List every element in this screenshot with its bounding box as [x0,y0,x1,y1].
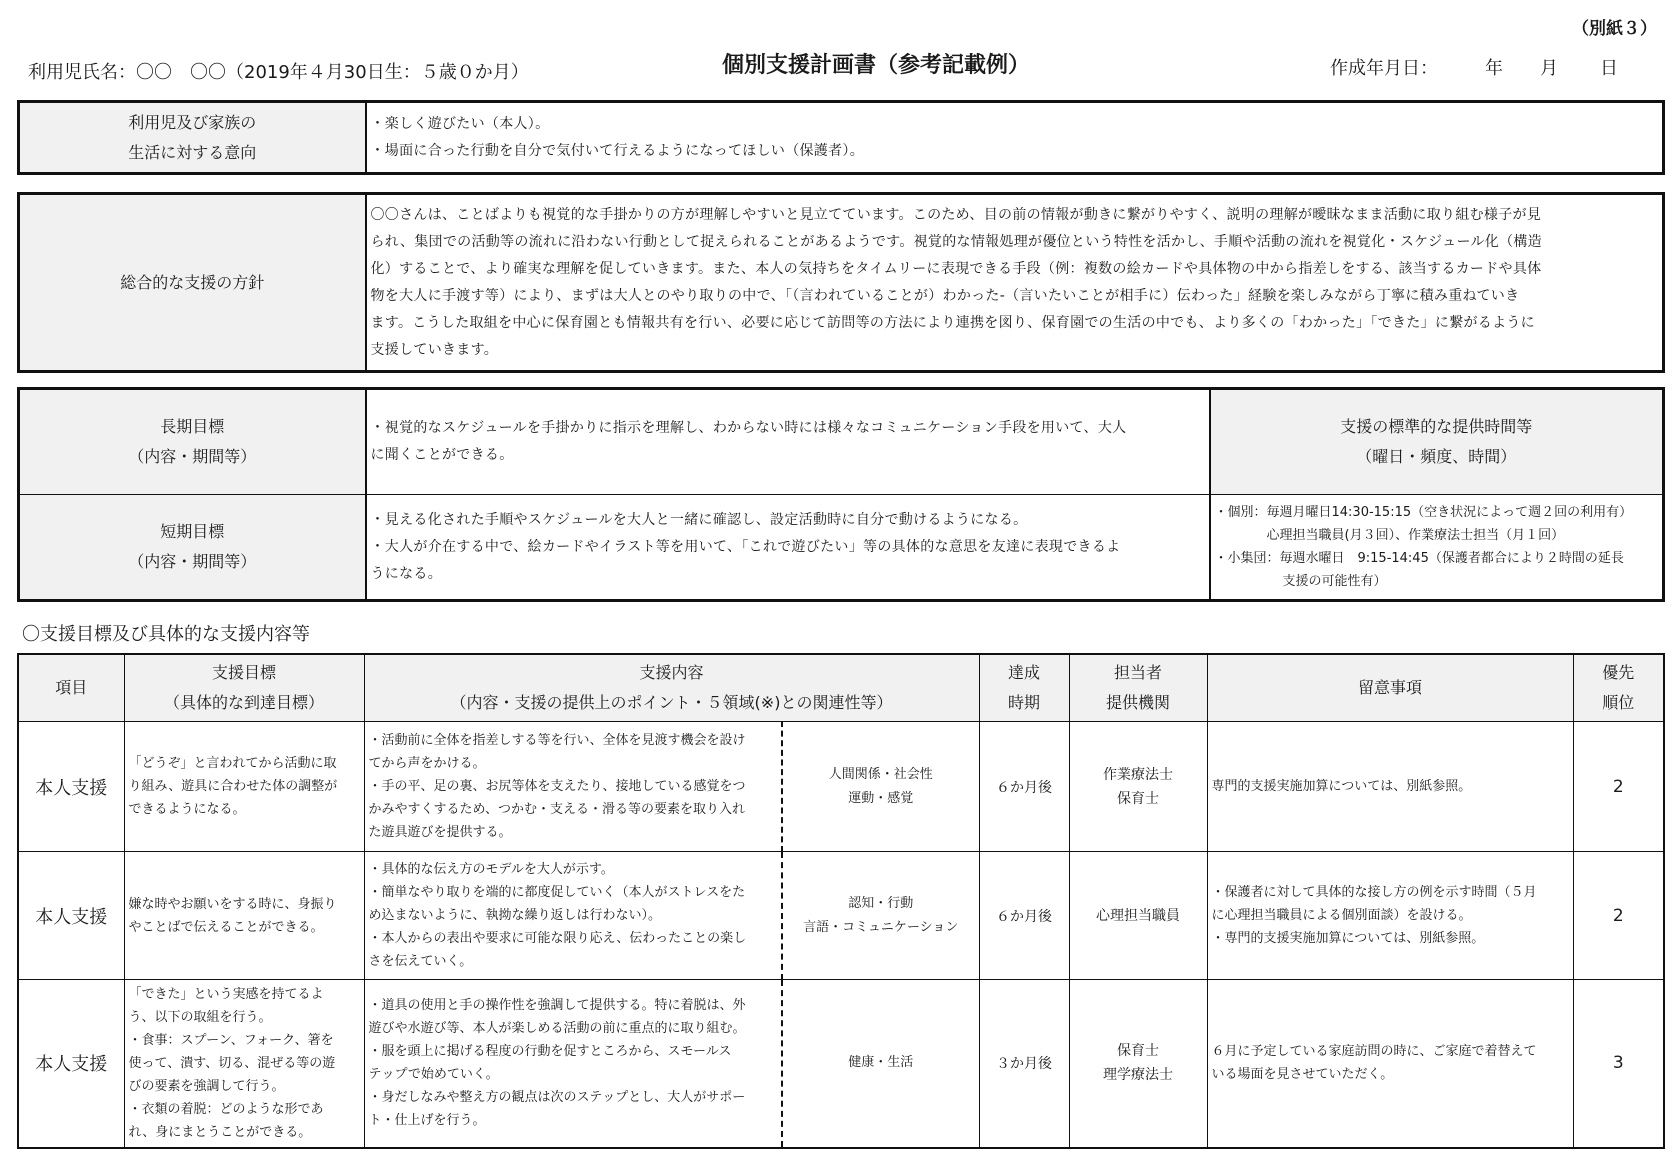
priority-cell: 2 [1573,722,1664,852]
table-header-row [18,654,1664,722]
category-cell: 本人支援 [18,722,124,852]
child-name: 利用児氏名：〇〇 〇〇（2019年４月30日生：５歳０か月） [28,62,529,83]
short-term-goal-label: 短期目標 （内容・期間等） [19,495,366,601]
intent-table [17,100,1665,175]
year-unit: 年 [1485,58,1503,79]
month-unit: 月 [1540,58,1558,79]
priority-cell: 2 [1573,852,1664,980]
goal-cell: 「どうぞ」と言われてから活動に取 り組み、遊具に合わせた体の調整が できるようになる。 [124,722,364,852]
long-term-goal-text: ・視覚的なスケジュールを手掛かりに指示を理解し、わからない時には様々なコミュニケーション手段を用いて、大人 に聞くことができる。 [366,389,1210,495]
policy-label: 総合的な支援の方針 [19,194,366,372]
domain-cell: 認知・行動 言語・コミュニケーション [782,852,979,980]
domain-cell: 健康・生活 [782,980,979,1148]
policy-table [17,192,1665,373]
period-cell: ３か月後 [979,980,1069,1148]
header-content: 支援内容 （内容・支援の提供上のポイント・５領域(※)との関連性等） [364,654,979,722]
notes-cell: 専門的支援実施加算については、別紙参照。 [1207,722,1573,852]
period-cell: ６か月後 [979,852,1069,980]
goal-cell: 嫌な時やお願いをする時に、身振り やことばで伝えることができる。 [124,852,364,980]
long-term-goal-label: 長期目標 （内容・期間等） [19,389,366,495]
header-priority: 優先 順位 [1573,654,1664,722]
header-period: 達成 時期 [979,654,1069,722]
created-date-label: 作成年月日： [1330,58,1438,79]
priority-cell: 3 [1573,980,1664,1148]
notes-cell: ６月に予定している家庭訪問の時に、ご家庭で着替えて いる場面を見させていただく。 [1207,980,1573,1148]
content-cell: ・具体的な伝え方のモデルを大人が示す。 ・簡単なやり取りを端的に都度促していく（本人がストレスをた め込まないように、執拗な繰り返しは行わない）。 ・本人からの表出や要求に可能な限り応え、伝わったことの楽し さを伝えていく。 [364,852,782,980]
header-staff: 担当者 提供機関 [1069,654,1207,722]
staff-cell: 心理担当職員 [1069,852,1207,980]
header-item: 項目 [18,654,124,722]
document-title: 個別支援計画書（参考記載例） [722,53,1031,78]
content-cell: ・活動前に全体を指差しする等を行い、全体を見渡す機会を設け てから声をかける。 ・手の平、足の裏、お尻等体を支えたり、接地している感覚をつ かみやすくするため、つかむ・支える・滑る等の要素を取り入れ た遊具遊びを提供する。 [364,722,782,852]
table-row [18,722,1664,852]
category-cell: 本人支援 [18,852,124,980]
goals-table [17,387,1665,602]
goal-cell: 「できた」という実感を持てるよ う、以下の取組を行う。 ・食事：スプーン、フォーク、箸を 使って、潰す、切る、混ぜる等の遊 びの要素を強調して行う。 ・衣類の着脱：どのような形であ れ、身にまとうことができる。 [124,980,364,1148]
support-table [17,653,1665,1149]
provision-time-text: ・個別：毎週月曜日14:30-15:15（空き状況によって週２回の利用有） 心理担当職員(月３回）、作業療法士担当（月１回） ・小集団：毎週水曜日 9:15-14:45（保護者都合により２時間の延長 支援の可能性有） [1210,495,1664,601]
intent-text: ・楽しく遊びたい（本人）。 ・場面に合った行動を自分で気付いて行えるようになってほしい（保護者）。 [366,102,1664,174]
section-title: 〇支援目標及び具体的な支援内容等 [22,624,310,645]
notes-cell: ・保護者に対して具体的な接し方の例を示す時間（５月 に心理担当職員による個別面談）を設ける。 ・専門的支援実施加算については、別紙参照。 [1207,852,1573,980]
short-term-goal-text: ・見える化された手順やスケジュールを大人と一緒に確認し、設定活動時に自分で動けるようになる。 ・大人が介在する中で、絵カードやイラスト等を用いて、「これで遊びたい」等の具体的な意思を友達に表現できるよ うになる。 [366,495,1210,601]
table-row [18,852,1664,980]
staff-cell: 作業療法士 保育士 [1069,722,1207,852]
header-goal: 支援目標 （具体的な到達目標） [124,654,364,722]
category-cell: 本人支援 [18,980,124,1148]
day-unit: 日 [1600,58,1618,79]
domain-cell: 人間関係・社会性 運動・感覚 [782,722,979,852]
annex-label: （別紙３） [1572,19,1657,39]
intent-label: 利用児及び家族の 生活に対する意向 [19,102,366,174]
header-notes: 留意事項 [1207,654,1573,722]
table-row [18,980,1664,1148]
policy-text: 〇〇さんは、ことばよりも視覚的な手掛かりの方が理解しやすいと見立てています。このため、目の前の情報が動きに繋がりやすく、説明の理解が曖昧なまま活動に取り組む様子が見 られ、集団での活動等の流れに沿わない行動として捉えられることがあるようです。視覚的な情報処理が優位という特性を活かし、手順や活動の流れを視覚化・スケジュール化（構造 化）することで、より確実な理解を促していきます。また、本人の気持ちをタイムリーに表現できる手段（例：複数の絵カードや具体物の中から指差しをする、該当するカードや具体 物を大人に手渡す等）により、まずは大人とのやり取りの中で、「（言われていることが）わかった-（言いたいことが相手に）伝わった」経験を楽しみながら丁寧に積み重ねていき ます。こうした取組を中心に保育園とも情報共有を行い、必要に応じて訪問等の方法により連携を図り、保育園での生活の中でも、より多くの「わかった」「できた」に繋がるように 支援していきます。 [366,194,1664,372]
content-cell: ・道具の使用と手の操作性を強調して提供する。特に着脱は、外 遊びや水遊び等、本人が楽しめる活動の前に重点的に取り組む。 ・服を頭上に掲げる程度の行動を促すところから、スモールス テップで始めていく。 ・身だしなみや整え方の観点は次のステップとし、大人がサポー ト・仕上げを行う。 [364,980,782,1148]
provision-time-label: 支援の標準的な提供時間等 （曜日・頻度、時間） [1210,389,1664,495]
period-cell: ６か月後 [979,722,1069,852]
staff-cell: 保育士 理学療法士 [1069,980,1207,1148]
